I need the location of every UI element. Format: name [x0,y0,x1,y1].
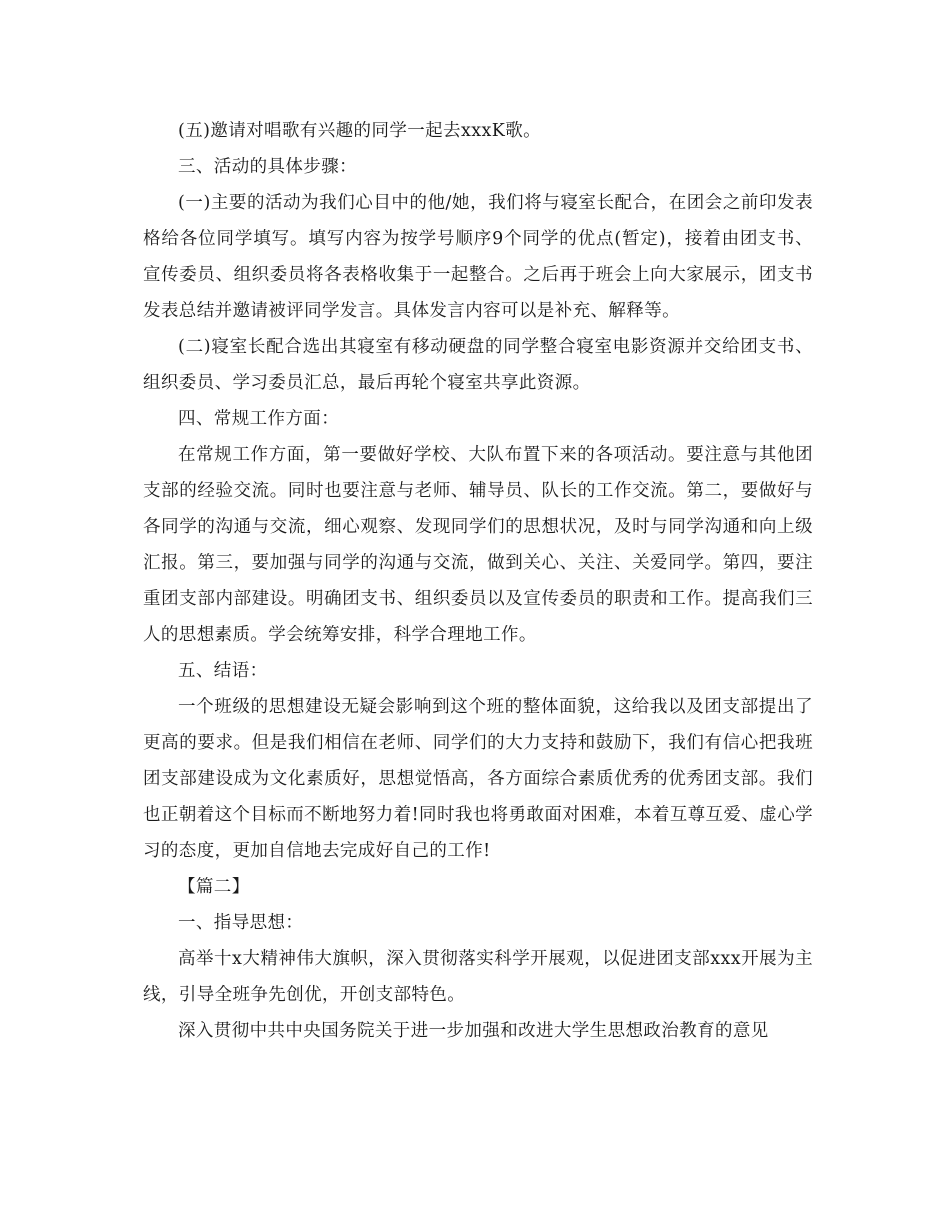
paragraph-routine-work: 在常规工作方面，第一要做好学校、大队布置下来的各项活动。要注意与其他团支部的经验交流。同时也要注意与老师、辅导员、队长的工作交流。第二，要做好与各同学的沟通与交流，细心观察、发现同学们的思想状况，及时与同学沟通和向上级汇报。第三，要加强与同学的沟通与交流，做到关心、关注、关爱同学。第四，要注重团支部内部建设。明确团支书、组织委员以及宣传委员的职责和工作。提高我们三人的思想素质。学会统筹安排，科学合理地工作。 [143,445,813,645]
heading-routine-work: 四、常规工作方面： [178,409,340,429]
paragraph-step-two: (二)寝室长配合选出其寝室有移动硬盘的同学整合寝室电影资源并交给团支书、组织委员、学习委员汇总，最后再轮个寝室共享此资源。 [143,337,813,393]
paragraph-guiding-ideology: 高举十x大精神伟大旗帜，深入贯彻落实科学开展观，以促进团支部xxx开展为主线，引导全班争先创优，开创支部特色。 [143,949,813,1005]
heading-conclusion: 五、结语： [178,661,268,681]
heading-guiding-ideology: 一、指导思想： [178,913,304,933]
document-body [143,113,813,1049]
paragraph-implementation: 深入贯彻中共中央国务院关于进一步加强和改进大学生思想政治教育的意见 [178,1021,769,1041]
heading-activity-steps: 三、活动的具体步骤： [178,157,357,177]
heading-part-two: 【篇二】 [178,877,250,897]
paragraph-invite-singing: (五)邀请对唱歌有兴趣的同学一起去xxxK歌。 [178,121,542,141]
paragraph-step-one: (一)主要的活动为我们心目中的他/她，我们将与寝室长配合，在团会之前印发表格给各位同学填写。填写内容为按学号顺序9个同学的优点(暂定)，接着由团支书、宣传委员、组织委员将各表格收集于一起整合。之后再于班会上向大家展示，团支书发表总结并邀请被评同学发言。具体发言内容可以是补充、解释等。 [143,193,813,321]
paragraph-conclusion: 一个班级的思想建设无疑会影响到这个班的整体面貌，这给我以及团支部提出了更高的要求。但是我们相信在老师、同学们的大力支持和鼓励下，我们有信心把我班团支部建设成为文化素质好，思想觉悟高，各方面综合素质优秀的优秀团支部。我们也正朝着这个目标而不断地努力着!同时我也将勇敢面对困难，本着互尊互爱、虚心学习的态度，更加自信地去完成好自己的工作! [143,697,813,861]
